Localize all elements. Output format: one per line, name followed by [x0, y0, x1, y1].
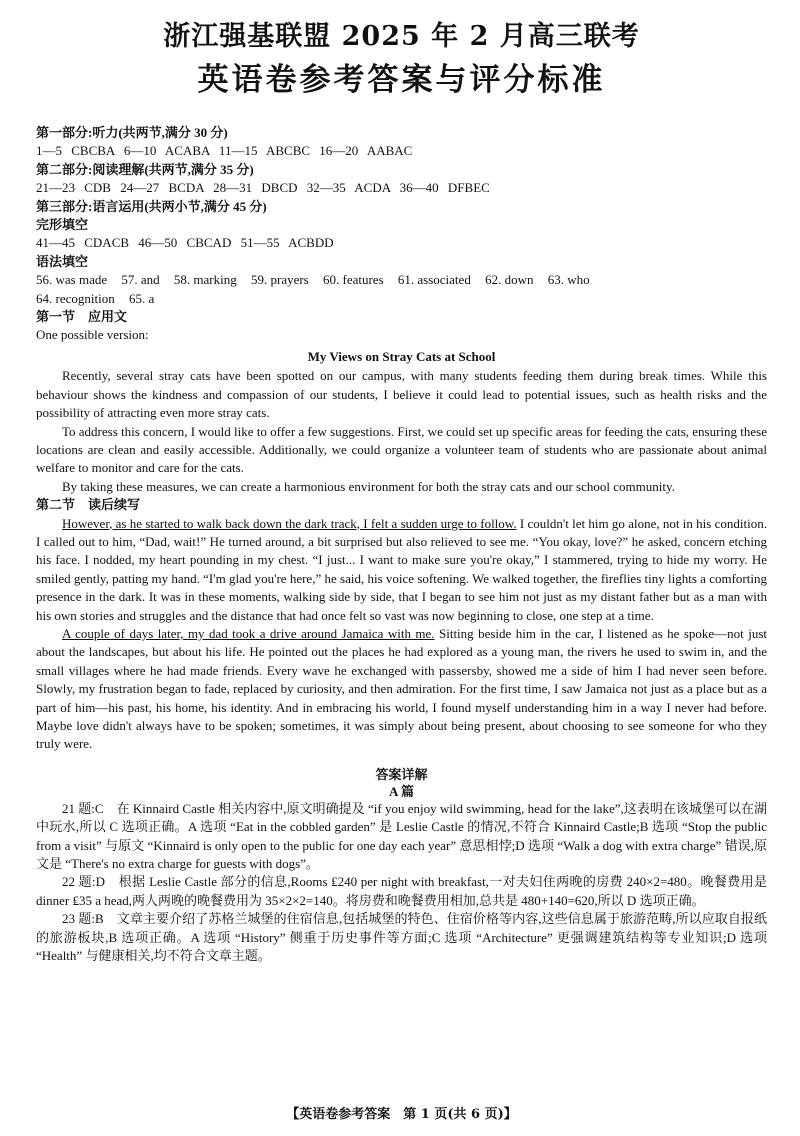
grammar-answer: 59. prayers — [250, 272, 309, 288]
explanation-heading: 答案详解 — [375, 766, 428, 782]
given-first-sentence: A couple of days later, my dad took a drive around Jamaica with me. — [62, 625, 435, 641]
exam-title: 浙江强基联盟 2025 年 2 月高三联考 — [163, 21, 640, 52]
version-label: One possible version: — [36, 327, 149, 343]
grammar-answer: 63. who — [547, 272, 590, 288]
grammar-answer: 65. a — [128, 290, 155, 306]
paragraph-body: I couldn't let him go alone, not in his condition. I called out to him, “Dad, wait!” He turned around, a bit surprised but also relieved to see me. “You okay, love?” he asked, concern etching his face. I nodded, my heart pounding in my chest. “I just... I want to make sure you're okay,” I stammered, trying to hide my worry. He smiled gently, patting my hand. “I'm glad you're here,” he said, his voice softening. We walked together, the fireflies tiny lights a comforting presence in the dark. It was in these moments, walking side by side, that I began to see him not just as my distant father but as a man with his own stories and struggles and the distance that had once felt so vast was now beginning to close, one step at a time. — [36, 515, 767, 623]
question-23-explanation: 23 题:B 文章主要介绍了苏格兰城堡的住宿信息,包括城堡的特色、住宿价格等内容,这些信息属于旅游范畴,所以应取自报纸的旅游板块,B 选项正确。A 选项 “History” 侧重于历史事件等方面;C 选项 “Architecture” 更强调建筑结构等专业知识;D 选项 “Health” 与健康相关,均不符合文章主题。 — [36, 911, 767, 964]
part3-heading: 第三部分:语言运用(共两小节,满分 45 分) — [36, 198, 267, 214]
grammar-answer: 61. associated — [397, 272, 471, 288]
writing1-heading: 第一节 应用文 — [36, 309, 128, 325]
document-title: 英语卷参考答案与评分标准 — [197, 62, 606, 98]
part2-heading: 第二部分:阅读理解(共两节,满分 35 分) — [36, 161, 254, 177]
grammar-answer: 57. and — [121, 272, 160, 288]
continuation-paragraph-1 — [36, 515, 767, 625]
grammar-answer: 60. features — [323, 272, 384, 288]
part1-answers: 1—5 CBCBA 6—10 ACABA 11—15 ABCBC 16—20 AABAC — [36, 143, 413, 159]
page-footer: 【英语卷参考答案 第 1 页(共 6 页)】 — [286, 1107, 517, 1122]
grammar-answers — [36, 271, 767, 289]
cloze-heading: 完形填空 — [36, 217, 89, 233]
part1-heading: 第一部分:听力(共两节,满分 30 分) — [36, 125, 228, 140]
grammar-answer: 62. down — [485, 272, 534, 288]
question-21-explanation: 21 题:C 在 Kinnaird Castle 相关内容中,原文明确提及 “if you enjoy wild swimming, head for the lake”,这表明在该城堡可以在湖中玩水,所以 C 选项正确。A 选项 “Eat in the cobbled garden” 是 Leslie Castle 的情况,不符合 Kinnaird Castle;B 选项 “Stop the public from a visit” 与原文 “Kinnaird is only open to the public for one day each year” 意思相悖;D 选项 “Walk a dog with extra charge” 错误,原文是 “There's no extra charge for guests with dogs”。 — [36, 800, 767, 872]
content-body — [36, 124, 767, 965]
cloze-answers: 41—45 CDACB 46—50 CBCAD 51—55 ACBDD — [36, 235, 334, 251]
continuation-paragraph-2 — [36, 625, 767, 754]
paragraph-body: Sitting beside him in the car, I listened as he spoke—not just about the landscapes, but about his life. He pointed out the places he had explored as a young man, the rivers he used to swim in, and the small villages where he had made friends. Every wave he exchanged with passersby, showed me a side of him I had never seen before. Slowly, my frustration began to fade, replaced by curiosity, and then admiration. For the first time, I saw Jamaica not just as a place but as a part of him—his past, his home, his identity. And in embracing his world, I found myself understanding him in a way I never had before. Maybe love didn't always have to be spoken; sometimes, it was simply about being present, about choosing to see someone for who they truly were. — [36, 625, 767, 752]
section-a-heading: A 篇 — [389, 783, 414, 799]
part2-answers: 21—23 CDB 24—27 BCDA 28—31 DBCD 32—35 ACDA 36—40 DFBEC — [36, 180, 490, 196]
grammar-heading: 语法填空 — [36, 253, 89, 269]
essay-paragraph: Recently, several stray cats have been spotted on our campus, with many students feeding them during break times. While this behaviour shows the kindness and compassion of our students, I believe it could lead to potential issues, such as health risks and the possibility of attracting even more stray cats. — [36, 368, 767, 421]
writing2-heading: 第二节 读后续写 — [36, 497, 141, 513]
essay-paragraph: By taking these measures, we can create a harmonious environment for both the stray cats and our school community. — [62, 478, 675, 494]
grammar-answers-line2 — [36, 290, 767, 308]
grammar-answer: 64. recognition — [36, 290, 115, 306]
essay-paragraph: To address this concern, I would like to offer a few suggestions. First, we could set up specific areas for feeding the cats, ensuring these locations are clean and easily accessible. Additionally, we could organize a volunteer team of students who are passionate about animal welfare to monitor and care for the cats. — [36, 423, 767, 476]
grammar-answer: 58. marking — [173, 272, 237, 288]
essay-title: My Views on Stray Cats at School — [307, 348, 496, 364]
given-first-sentence: However, as he started to walk back down the dark track, I felt a sudden urge to follow. — [62, 515, 517, 531]
question-22-explanation: 22 题:D 根据 Leslie Castle 部分的信息,Rooms ₤240 per night with breakfast,一对夫妇住两晚的房费 240×2=480。晚餐费用是 dinner ₤35 a head,两人两晚的晚餐费用为 35×2×2=140。将房费和晚餐费用相加,总共是 480+140=620,所以 D 选项正确。 — [36, 874, 767, 908]
grammar-answer: 56. was made — [36, 272, 108, 288]
